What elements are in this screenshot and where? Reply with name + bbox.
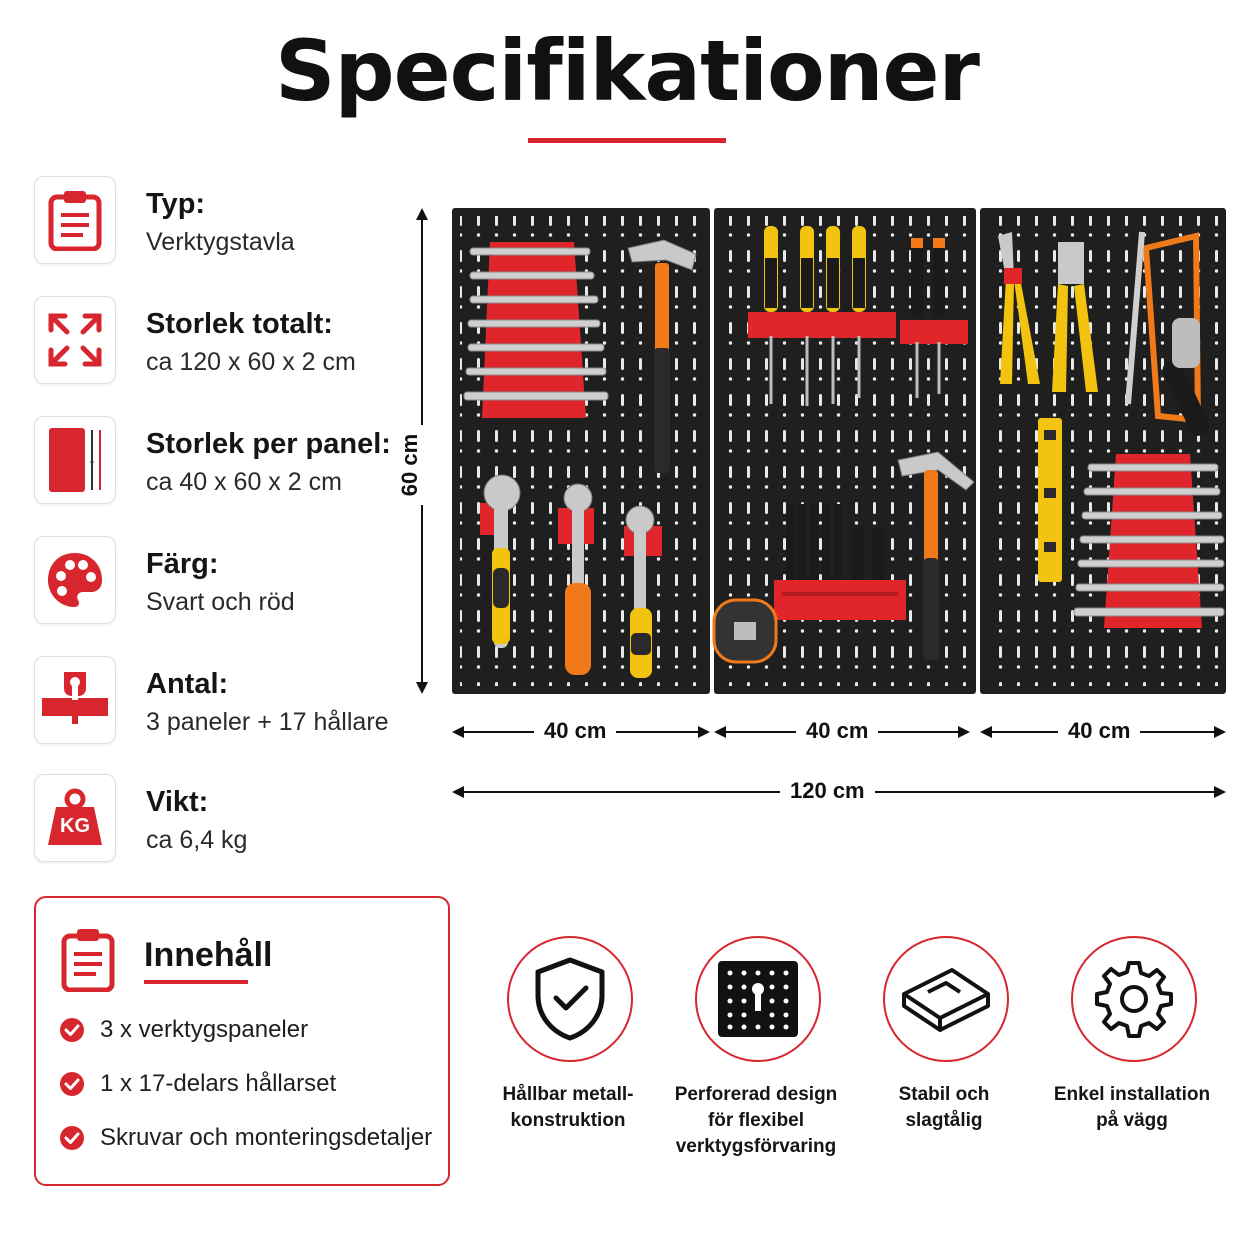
spec-value: Svart och röd [146,588,295,616]
sturdy-board-icon [883,936,1009,1062]
spec-color [34,536,434,624]
feature-label [1044,1082,1220,1134]
feature-label-line: slagtålig [905,1110,983,1131]
height-label: 60 cm [393,425,427,505]
spec-weight [34,774,434,862]
feature-label-line: konstruktion [510,1110,626,1131]
panel-icon [34,416,116,504]
spec-label: Typ: [146,188,206,220]
feature-label-line: på vägg [1096,1110,1168,1131]
clipboard-icon [60,926,116,997]
feature-label-line: Enkel installation [1053,1084,1211,1105]
list-item-text: 1 x 17-delars hållarset [100,1070,337,1097]
spec-value: ca 6,4 kg [146,826,248,854]
feature-label-line: Perforerad design [674,1084,838,1105]
feature-label-line: verktygsförvaring [675,1136,837,1157]
tape-measure [714,600,776,662]
panel-width-label-3: 40 cm [1058,718,1140,744]
panel-width-label-1: 40 cm [534,718,616,744]
feature-label [480,1082,656,1134]
content-title: Innehåll [144,936,273,974]
feature-label [668,1082,844,1160]
pegboard-illustration [452,208,1226,694]
spirit-level [1038,418,1062,582]
feature-label-line: för flexibel [707,1110,805,1131]
weight-icon [34,774,116,862]
clipboard-icon [34,176,116,264]
perforated-board-icon [695,936,821,1062]
pegboard-svg [452,208,1226,694]
check-circle-icon [60,1126,84,1150]
spec-value: ca 40 x 60 x 2 cm [146,468,342,496]
spec-quantity [34,656,434,744]
spec-value: 3 paneler + 17 hållare [146,708,389,736]
palette-icon [34,536,116,624]
weight-icon-text: KG [60,815,90,837]
spec-value: ca 120 x 60 x 2 cm [146,348,356,376]
gear-icon [1071,936,1197,1062]
page-title: Specifikationer [275,22,979,120]
spec-label: Storlek totalt: [146,308,333,340]
spec-panel-size [34,416,434,504]
check-circle-icon [60,1072,84,1096]
spec-label: Storlek per panel: [146,428,391,460]
check-circle-icon [60,1018,84,1042]
spec-total-size [34,296,434,384]
list-item-text: 3 x verktygspaneler [100,1016,309,1043]
holder-icon [34,656,116,744]
spec-value: Verktygstavla [146,228,295,256]
content-title-underline [144,980,248,984]
content-box [34,896,450,1186]
spec-label: Färg: [146,548,219,580]
shield-check-icon [507,936,633,1062]
panel-width-label-2: 40 cm [796,718,878,744]
spec-label: Vikt: [146,786,209,818]
spec-type [34,176,434,264]
expand-arrows-icon [34,296,116,384]
list-item-text: Skruvar och monteringsdetaljer [100,1124,433,1151]
feature-label-line: Hållbar metall- [502,1084,634,1105]
feature-label [856,1082,1032,1134]
total-width-label: 120 cm [780,778,875,804]
title-underline [528,138,726,143]
spec-label: Antal: [146,668,229,700]
feature-label-line: Stabil och [898,1084,990,1105]
